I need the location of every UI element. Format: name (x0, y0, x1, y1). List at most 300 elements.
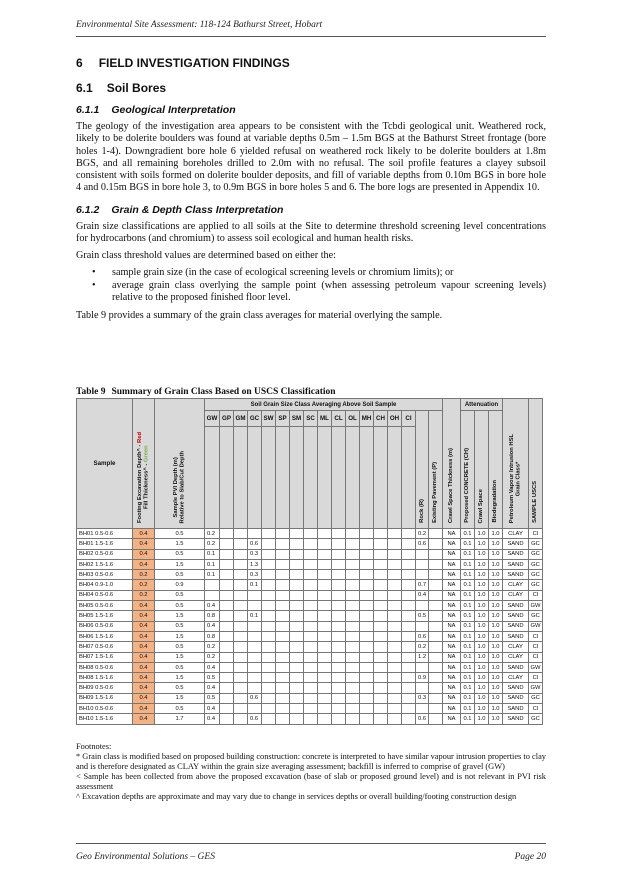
empty-cell (360, 652, 374, 662)
footing-depth-cell: 0.4 (133, 704, 155, 714)
empty-cell (318, 590, 332, 600)
concrete-cell: 0.1 (461, 621, 475, 631)
hsl-grain-class-header (503, 399, 529, 529)
footnote-grain-class: * Grain class is modified based on proposed building construction: concrete is interpreted to have similar vapour intrusion properties to clay and is therefore designated as CLAY within the grain size averaging assessment; backfill is inferred to comprise of gravel (GW) (76, 752, 546, 771)
empty-cell (429, 642, 443, 652)
pvi-depth-cell: 1.5 (155, 631, 205, 641)
grain-class-cell: CLAY (503, 529, 529, 539)
empty-cell (360, 642, 374, 652)
empty-cell (360, 683, 374, 693)
biodegradation-cell: 1.0 (489, 621, 503, 631)
sample-id-cell: BH06 1.5-1.6 (77, 631, 133, 641)
empty-cell (360, 590, 374, 600)
empty-cell (276, 693, 290, 703)
grain-class-cell: CLAY (503, 652, 529, 662)
table-row (77, 601, 543, 611)
hsl-label: Petroleum Vapour Intrusion HSL (509, 433, 515, 523)
empty-cell (318, 631, 332, 641)
concrete-cell: 0.1 (461, 652, 475, 662)
empty-cell (402, 704, 416, 714)
hsl-grain-label: Grain Class* (515, 461, 522, 496)
empty-cell (234, 529, 248, 539)
empty-cell (262, 673, 276, 683)
rock-cell: 0.2 (416, 642, 429, 652)
footing-depth-label: Footing Excavation Depth^ - (137, 442, 143, 523)
soil-class-spacer (248, 426, 262, 528)
footnote-sample-above: < Sample has been collected from above the proposed excavation (base of slab or proposed ground level) and is not relevant in PVI risk assessment (76, 772, 546, 791)
pavement-label: Existing Pavement (P) (432, 462, 439, 523)
empty-cell (346, 642, 360, 652)
crawl-space-cell: 1.0 (475, 570, 489, 580)
empty-cell (332, 539, 346, 549)
empty-cell (346, 529, 360, 539)
rock-cell: 0.4 (416, 590, 429, 600)
footing-depth-cell: 0.4 (133, 714, 155, 724)
concrete-cell: 0.1 (461, 601, 475, 611)
empty-cell (304, 529, 318, 539)
empty-cell (220, 693, 234, 703)
bullet-item: • sample grain size (in the case of ecological screening levels or chromium limits); or (76, 267, 546, 279)
empty-cell (388, 662, 402, 672)
crawl-thickness-cell: NA (443, 704, 461, 714)
empty-cell (388, 642, 402, 652)
sample-id-cell: BH10 0.5-0.6 (77, 704, 133, 714)
empty-cell (304, 693, 318, 703)
soil-class-header: GP (220, 411, 234, 427)
soil-class-spacer (374, 426, 388, 528)
empty-cell (346, 714, 360, 724)
empty-cell (290, 611, 304, 621)
uscs-cell: GC (529, 549, 543, 559)
concrete-cell: 0.1 (461, 580, 475, 590)
biodegradation-cell: 1.0 (489, 652, 503, 662)
grain-class-cell: SAND (503, 631, 529, 641)
pvi-depth-cell: 1.5 (155, 559, 205, 569)
footing-depth-cell: 0.2 (133, 590, 155, 600)
running-footer (76, 843, 546, 862)
empty-cell (304, 549, 318, 559)
concrete-cell: 0.1 (461, 539, 475, 549)
table-row (77, 662, 543, 672)
rock-cell: 1.2 (416, 652, 429, 662)
empty-cell (262, 580, 276, 590)
empty-cell (360, 580, 374, 590)
empty-cell (360, 621, 374, 631)
gc-cell (248, 529, 262, 539)
concrete-cell: 0.1 (461, 693, 475, 703)
empty-cell (332, 683, 346, 693)
footnotes (76, 742, 546, 802)
empty-cell (318, 601, 332, 611)
empty-cell (220, 570, 234, 580)
empty-cell (388, 539, 402, 549)
sample-id-cell: BH10 1.5-1.6 (77, 714, 133, 724)
concrete-cell: 0.1 (461, 704, 475, 714)
geology-paragraph: The geology of the investigation area appears to be consistent with the Tcbdi geological unit. Weathered rock, likely to be dolerite boulders was found at variable depths 0.5m – 1.5m BGS at the Bathurst Street frontage (bore holes 1-4). Downgradient bore hole 6 yielded refusal on weathered rock likely to be dolerite boulders at 1.8m BGS, and all remaining boreholes drilled to 2.0m with no refusal. The soil profile features a clayey subsoil consistent with soils formed on dolerite boulder deposits, and fill of variable depths from 0.10m BGS in bore hole 4 and 0.15m BGS in bore hole 3, to 0.9m BGS in bore holes 5 and 6. The bore logs are presented in Appendix 10. (76, 121, 546, 194)
crawl-space-cell: 1.0 (475, 580, 489, 590)
gw-cell: 0.5 (205, 693, 220, 703)
biodegradation-label: Biodegradation (492, 480, 499, 523)
pvi-depth-cell: 1.5 (155, 673, 205, 683)
footing-depth-cell: 0.4 (133, 673, 155, 683)
geology-number: 6.1.1 (76, 104, 100, 116)
empty-cell (332, 549, 346, 559)
empty-cell (346, 539, 360, 549)
empty-cell (429, 631, 443, 641)
grain-class-cell: CLAY (503, 642, 529, 652)
grain-class-cell: SAND (503, 539, 529, 549)
empty-cell (290, 631, 304, 641)
crawl-space-cell: 1.0 (475, 642, 489, 652)
empty-cell (234, 673, 248, 683)
empty-cell (304, 580, 318, 590)
gw-cell: 0.2 (205, 642, 220, 652)
table-row (77, 714, 543, 724)
uscs-cell: GC (529, 539, 543, 549)
rock-cell: 0.3 (416, 693, 429, 703)
empty-cell (402, 621, 416, 631)
empty-cell (429, 693, 443, 703)
empty-cell (262, 642, 276, 652)
empty-cell (429, 611, 443, 621)
fill-thickness-label: Fill Thickness^ - (143, 462, 150, 510)
empty-cell (304, 714, 318, 724)
gw-cell: 0.4 (205, 714, 220, 724)
empty-cell (220, 662, 234, 672)
empty-cell (346, 611, 360, 621)
subsection-heading (76, 81, 546, 95)
sample-column-header: Sample (77, 399, 133, 529)
empty-cell (346, 652, 360, 662)
empty-cell (276, 642, 290, 652)
footer-company: Geo Environmental Solutions – GES (76, 852, 215, 862)
empty-cell (220, 683, 234, 693)
gw-cell (205, 580, 220, 590)
empty-cell (234, 714, 248, 724)
empty-cell (304, 570, 318, 580)
table-row (77, 642, 543, 652)
empty-cell (429, 549, 443, 559)
empty-cell (429, 683, 443, 693)
empty-cell (262, 601, 276, 611)
uscs-cell: GC (529, 611, 543, 621)
empty-cell (374, 642, 388, 652)
grain-class-cell: CLAY (503, 590, 529, 600)
uscs-cell: GW (529, 601, 543, 611)
empty-cell (388, 704, 402, 714)
empty-cell (332, 601, 346, 611)
footing-depth-cell: 0.4 (133, 529, 155, 539)
crawl-thickness-cell: NA (443, 662, 461, 672)
sample-id-cell: BH04 0.5-0.6 (77, 590, 133, 600)
section-heading (76, 56, 546, 70)
empty-cell (374, 621, 388, 631)
empty-cell (262, 631, 276, 641)
empty-cell (220, 631, 234, 641)
empty-cell (402, 714, 416, 724)
grain-paragraph-2: Grain class threshold values are determined based on either the: (76, 250, 336, 262)
biodegradation-cell: 1.0 (489, 704, 503, 714)
uscs-cell: GW (529, 683, 543, 693)
crawl-space-cell: 1.0 (475, 529, 489, 539)
empty-cell (388, 590, 402, 600)
gw-cell: 0.4 (205, 704, 220, 714)
subsection-title: Soil Bores (106, 81, 167, 95)
empty-cell (360, 539, 374, 549)
rock-cell (416, 683, 429, 693)
crawl-space-cell: 1.0 (475, 539, 489, 549)
empty-cell (332, 693, 346, 703)
uscs-cell: CI (529, 673, 543, 683)
uscs-cell: CI (529, 652, 543, 662)
grain-class-cell: SAND (503, 693, 529, 703)
soil-class-header: CI (402, 411, 416, 427)
crawl-thickness-cell: NA (443, 652, 461, 662)
empty-cell (304, 559, 318, 569)
empty-cell (388, 683, 402, 693)
empty-cell (234, 590, 248, 600)
grain-paragraph-3: Table 9 provides a summary of the grain class averages for material overlying the sample. (76, 309, 443, 321)
rock-cell (416, 549, 429, 559)
biodegradation-cell: 1.0 (489, 601, 503, 611)
empty-cell (374, 683, 388, 693)
sample-id-cell: BH06 0.5-0.6 (77, 621, 133, 631)
empty-cell (318, 611, 332, 621)
empty-cell (234, 683, 248, 693)
gw-cell: 0.1 (205, 549, 220, 559)
crawl-space-cell: 1.0 (475, 683, 489, 693)
empty-cell (360, 611, 374, 621)
table-number: Table 9 (76, 387, 106, 397)
footing-depth-cell: 0.4 (133, 662, 155, 672)
crawl-space-label: Crawl Space (478, 488, 485, 523)
concrete-cell: 0.1 (461, 529, 475, 539)
pvi-depth-cell: 1.7 (155, 714, 205, 724)
empty-cell (304, 704, 318, 714)
pvi-relative-label: Relative to Slab/Cut Depth (179, 450, 186, 523)
gw-cell: 0.1 (205, 559, 220, 569)
pvi-depth-cell: 1.5 (155, 611, 205, 621)
empty-cell (346, 559, 360, 569)
empty-cell (262, 652, 276, 662)
gc-cell (248, 652, 262, 662)
concrete-header (461, 411, 475, 529)
empty-cell (360, 549, 374, 559)
soil-class-header: SC (304, 411, 318, 427)
empty-cell (346, 549, 360, 559)
biodegradation-cell: 1.0 (489, 539, 503, 549)
empty-cell (360, 529, 374, 539)
empty-cell (332, 529, 346, 539)
empty-cell (220, 590, 234, 600)
gc-cell (248, 704, 262, 714)
empty-cell (374, 549, 388, 559)
grain-class-cell: SAND (503, 559, 529, 569)
biodegradation-cell: 1.0 (489, 714, 503, 724)
running-header: Environmental Site Assessment: 118-124 Bathurst Street, Hobart (76, 20, 546, 37)
empty-cell (429, 539, 443, 549)
empty-cell (374, 611, 388, 621)
grain-class-cell: CLAY (503, 580, 529, 590)
empty-cell (346, 662, 360, 672)
crawl-thickness-cell: NA (443, 549, 461, 559)
empty-cell (220, 714, 234, 724)
empty-cell (318, 559, 332, 569)
uscs-cell: CI (529, 631, 543, 641)
table-row (77, 611, 543, 621)
empty-cell (290, 529, 304, 539)
empty-cell (234, 559, 248, 569)
empty-cell (290, 590, 304, 600)
sample-id-cell: BH09 1.5-1.6 (77, 693, 133, 703)
crawl-thickness-label: Crawl Space Thickness (m) (448, 447, 455, 523)
empty-cell (388, 580, 402, 590)
grain-class-number: 6.1.2 (76, 203, 100, 216)
empty-cell (332, 590, 346, 600)
empty-cell (290, 673, 304, 683)
empty-cell (402, 642, 416, 652)
crawl-thickness-cell: NA (443, 714, 461, 724)
empty-cell (374, 590, 388, 600)
empty-cell (346, 601, 360, 611)
crawl-space-cell: 1.0 (475, 652, 489, 662)
empty-cell (304, 662, 318, 672)
empty-cell (290, 652, 304, 662)
crawl-thickness-cell: NA (443, 590, 461, 600)
empty-cell (388, 611, 402, 621)
empty-cell (332, 559, 346, 569)
sample-id-cell: BH01 1.5-1.6 (77, 539, 133, 549)
empty-cell (360, 714, 374, 724)
table-row (77, 621, 543, 631)
soil-class-header: SM (290, 411, 304, 427)
empty-cell (234, 580, 248, 590)
empty-cell (276, 549, 290, 559)
empty-cell (360, 693, 374, 703)
uscs-cell: GC (529, 580, 543, 590)
crawl-space-cell: 1.0 (475, 601, 489, 611)
empty-cell (318, 652, 332, 662)
empty-cell (220, 580, 234, 590)
footing-depth-cell: 0.4 (133, 621, 155, 631)
empty-cell (290, 693, 304, 703)
soil-class-spacer (332, 426, 346, 528)
empty-cell (262, 704, 276, 714)
soil-class-spacer (388, 426, 402, 528)
gc-cell (248, 631, 262, 641)
empty-cell (304, 611, 318, 621)
empty-cell (290, 601, 304, 611)
uscs-cell: CI (529, 529, 543, 539)
soil-class-header: SW (262, 411, 276, 427)
empty-cell (262, 539, 276, 549)
soil-class-spacer (360, 426, 374, 528)
footing-depth-cell: 0.4 (133, 693, 155, 703)
empty-cell (276, 611, 290, 621)
empty-cell (220, 549, 234, 559)
empty-cell (374, 673, 388, 683)
biodegradation-header (489, 411, 503, 529)
footing-depth-cell: 0.4 (133, 683, 155, 693)
empty-cell (276, 601, 290, 611)
soil-class-spacer (220, 426, 234, 528)
empty-cell (318, 529, 332, 539)
concrete-label: Proposed CONCRETE (CH) (464, 448, 471, 523)
empty-cell (290, 580, 304, 590)
empty-cell (276, 683, 290, 693)
empty-cell (290, 539, 304, 549)
uscs-cell: CI (529, 590, 543, 600)
grain-class-title: Grain & Depth Class Interpretation (111, 203, 284, 216)
pvi-depth-cell: 0.5 (155, 642, 205, 652)
pvi-depth-cell: 1.5 (155, 539, 205, 549)
empty-cell (220, 652, 234, 662)
pvi-depth-cell: 0.5 (155, 662, 205, 672)
empty-cell (332, 621, 346, 631)
pvi-depth-cell: 0.5 (155, 621, 205, 631)
table-row (77, 549, 543, 559)
sample-id-cell: BH08 0.5-0.6 (77, 662, 133, 672)
sample-id-cell: BH02 0.5-0.6 (77, 549, 133, 559)
empty-cell (429, 704, 443, 714)
bullet-item: • average grain class overlying the sample point (when assessing petroleum vapour screening levels) relative to the proposed finished floor level. (76, 280, 546, 305)
empty-cell (374, 662, 388, 672)
sample-id-cell: BH08 1.5-1.6 (77, 673, 133, 683)
empty-cell (290, 621, 304, 631)
pvi-depth-cell: 1.5 (155, 693, 205, 703)
empty-cell (276, 631, 290, 641)
empty-cell (304, 642, 318, 652)
empty-cell (388, 529, 402, 539)
concrete-cell: 0.1 (461, 611, 475, 621)
section-title: FIELD INVESTIGATION FINDINGS (98, 56, 290, 70)
empty-cell (318, 549, 332, 559)
soil-class-spacer (402, 426, 416, 528)
empty-cell (374, 580, 388, 590)
empty-cell (429, 559, 443, 569)
empty-cell (332, 673, 346, 683)
crawl-thickness-cell: NA (443, 621, 461, 631)
sample-id-cell: BH09 0.5-0.6 (77, 683, 133, 693)
empty-cell (220, 611, 234, 621)
empty-cell (346, 704, 360, 714)
empty-cell (262, 559, 276, 569)
grain-class-table (76, 398, 543, 725)
grain-class-cell: SAND (503, 621, 529, 631)
empty-cell (304, 631, 318, 641)
empty-cell (402, 652, 416, 662)
rock-cell: 0.6 (416, 631, 429, 641)
footing-depth-cell: 0.4 (133, 549, 155, 559)
empty-cell (234, 652, 248, 662)
crawl-thickness-cell: NA (443, 611, 461, 621)
empty-cell (346, 621, 360, 631)
sample-id-cell: BH03 0.5-0.6 (77, 570, 133, 580)
empty-cell (318, 714, 332, 724)
table-caption (76, 387, 342, 397)
gw-cell: 0.8 (205, 611, 220, 621)
empty-cell (220, 704, 234, 714)
empty-cell (290, 559, 304, 569)
gc-cell: 0.6 (248, 714, 262, 724)
crawl-thickness-cell: NA (443, 631, 461, 641)
empty-cell (276, 673, 290, 683)
gc-cell: 1.3 (248, 559, 262, 569)
empty-cell (429, 673, 443, 683)
empty-cell (402, 693, 416, 703)
table-row (77, 559, 543, 569)
uscs-cell: GC (529, 693, 543, 703)
